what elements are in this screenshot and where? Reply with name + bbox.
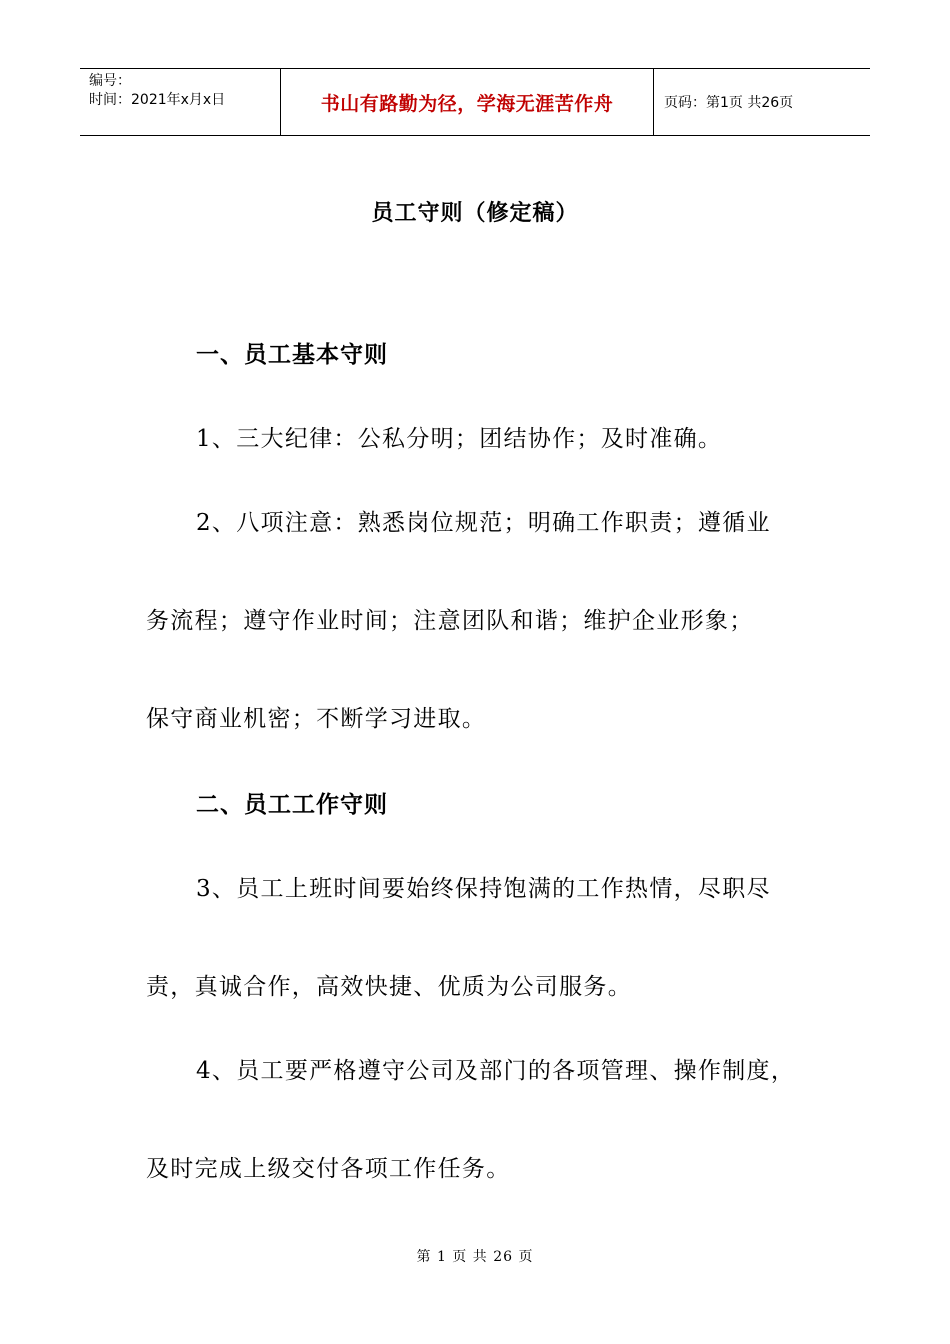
document-title: 员工守则（修定稿）	[371, 201, 579, 226]
header-motto: 书山有路勤为径，学海无涯苦作舟	[320, 92, 614, 115]
header-page-cell	[654, 69, 870, 135]
paragraph-2-line-3: 保守商业机密；不断学习进取。	[146, 706, 487, 732]
paragraph-1: 1、三大纪律：公私分明；团结协作；及时准确。	[196, 426, 723, 452]
page-footer-number: 第 1 页 共 26 页	[416, 1249, 534, 1265]
header-page-info: 页码：第1页 共26页	[664, 95, 794, 111]
section-heading-work-rules: 二、员工工作守则	[196, 792, 388, 818]
paragraph-4-line-2: 及时完成上级交付各项工作任务。	[146, 1156, 511, 1182]
document-number-label: 编号：	[89, 73, 131, 89]
paragraph-3-line-1: 3、员工上班时间要始终保持饱满的工作热情，尽职尽	[196, 876, 771, 902]
header-info-cell	[80, 69, 281, 135]
paragraph-3-line-2: 责，真诚合作，高效快捷、优质为公司服务。	[146, 974, 632, 1000]
page-header-table	[80, 68, 870, 136]
paragraph-2-line-2: 务流程；遵守作业时间；注意团队和谐；维护企业形象；	[146, 608, 754, 634]
paragraph-2-line-1: 2、八项注意：熟悉岗位规范；明确工作职责；遵循业	[196, 510, 771, 536]
document-date-label: 时间：2021年x月x日	[89, 92, 226, 108]
paragraph-4-line-1: 4、员工要严格遵守公司及部门的各项管理、操作制度，	[196, 1058, 796, 1084]
section-heading-basic-rules: 一、员工基本守则	[196, 342, 388, 368]
header-motto-cell	[281, 69, 654, 135]
